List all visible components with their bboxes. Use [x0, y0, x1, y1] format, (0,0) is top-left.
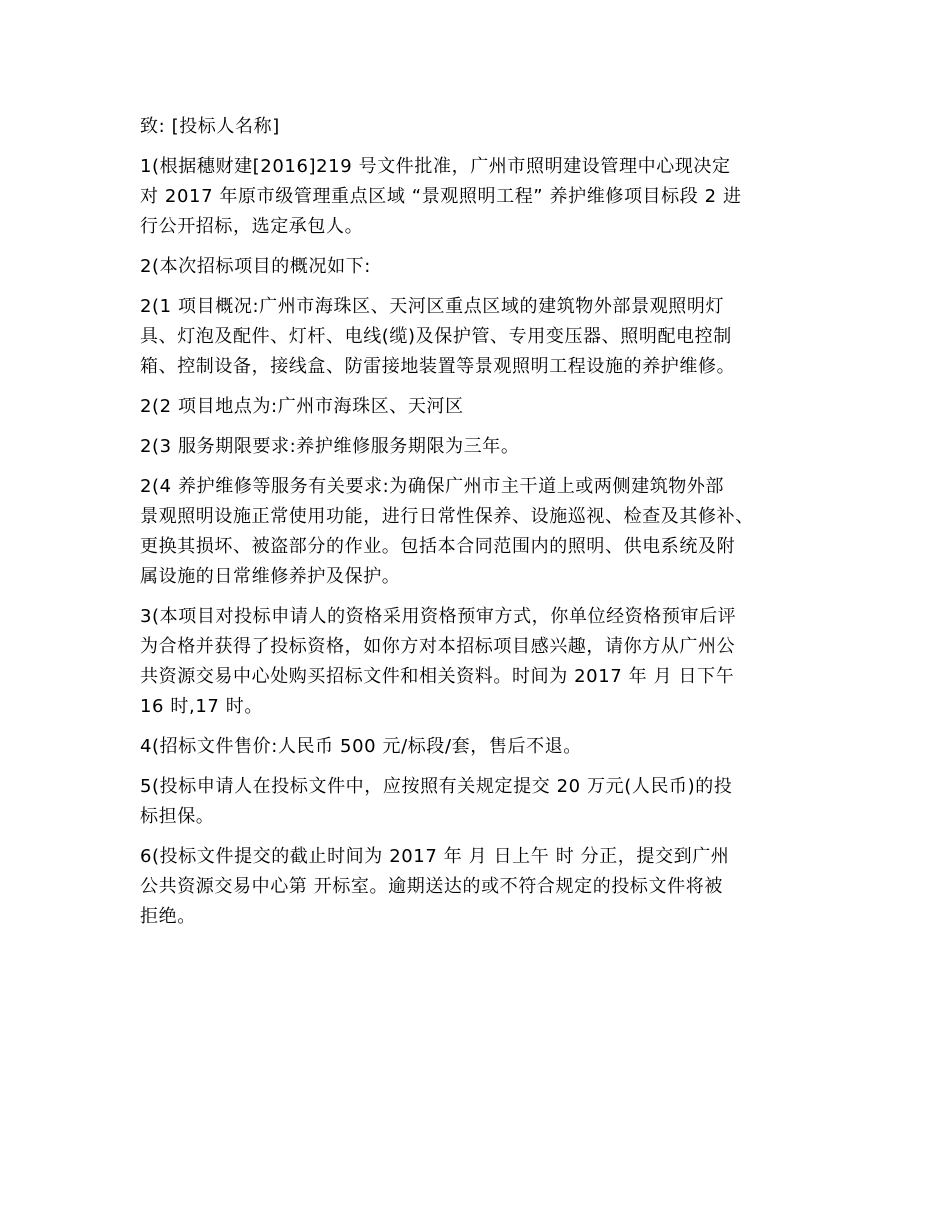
- text-line: 属设施的日常维修养护及保护。: [140, 566, 401, 587]
- text-line: 2(4 养护维修等服务有关要求:为确保广州市主干道上或两侧建筑物外部: [140, 476, 725, 497]
- paragraph-item-2-3: [140, 432, 810, 462]
- text-line: 共资源交易中心处购买招标文件和相关资料。时间为 2017 年 月 日下午: [140, 666, 735, 687]
- paragraph-item-3: [140, 602, 810, 722]
- text-line: 2(3 服务期限要求:养护维修服务期限为三年。: [140, 436, 520, 457]
- text-line: 对 2017 年原市级管理重点区域 “景观照明工程” 养护维修项目标段 2 进: [140, 186, 742, 207]
- paragraph-item-2-2: [140, 392, 810, 422]
- text-line: 拒绝。: [140, 906, 196, 927]
- text-line: 标担保。: [140, 806, 215, 827]
- paragraph-item-2-1: [140, 292, 810, 382]
- text-line: 2(1 项目概况:广州市海珠区、天河区重点区域的建筑物外部景观照明灯: [140, 296, 725, 317]
- text-line: 箱、控制设备，接线盒、防雷接地装置等景观照明工程设施的养护维修。: [140, 356, 736, 377]
- text-line: 16 时,17 时。: [140, 696, 263, 717]
- paragraph-item-1: [140, 152, 810, 242]
- text-line: 为合格并获得了投标资格，如你方对本招标项目感兴趣，请你方从广州公: [140, 636, 736, 657]
- text-line: 4(招标文件售价:人民币 500 元/标段/套，售后不退。: [140, 736, 582, 757]
- text-line: 2(2 项目地点为:广州市海珠区、天河区: [140, 396, 464, 417]
- paragraph-item-4: [140, 732, 810, 762]
- text-line: 致: [投标人名称]: [140, 116, 280, 137]
- paragraph-salutation: [140, 112, 810, 142]
- document-body: [140, 112, 810, 942]
- text-line: 6(投标文件提交的截止时间为 2017 年 月 日上午 时 分正，提交到广州: [140, 846, 730, 867]
- text-line: 更换其损坏、被盗部分的作业。包括本合同范围内的照明、供电系统及附: [140, 536, 736, 557]
- text-line: 1(根据穗财建[2016]219 号文件批准，广州市照明建设管理中心现决定: [140, 156, 731, 177]
- paragraph-item-2-4: [140, 472, 810, 592]
- text-line: 行公开招标，选定承包人。: [140, 216, 364, 237]
- paragraph-item-5: [140, 772, 810, 832]
- text-line: 具、灯泡及配件、灯杆、电线(缆)及保护管、专用变压器、照明配电控制: [140, 326, 732, 347]
- paragraph-item-2: [140, 252, 810, 282]
- text-line: 3(本项目对投标申请人的资格采用资格预审方式，你单位经资格预审后评: [140, 606, 737, 627]
- text-line: 2(本次招标项目的概况如下:: [140, 256, 371, 277]
- text-line: 景观照明设施正常使用功能，进行日常性保养、设施巡视、检查及其修补、: [140, 506, 754, 527]
- text-line: 5(投标申请人在投标文件中，应按照有关规定提交 20 万元(人民币)的投: [140, 776, 733, 797]
- text-line: 公共资源交易中心第 开标室。逾期送达的或不符合规定的投标文件将被: [140, 876, 723, 897]
- paragraph-item-6: [140, 842, 810, 932]
